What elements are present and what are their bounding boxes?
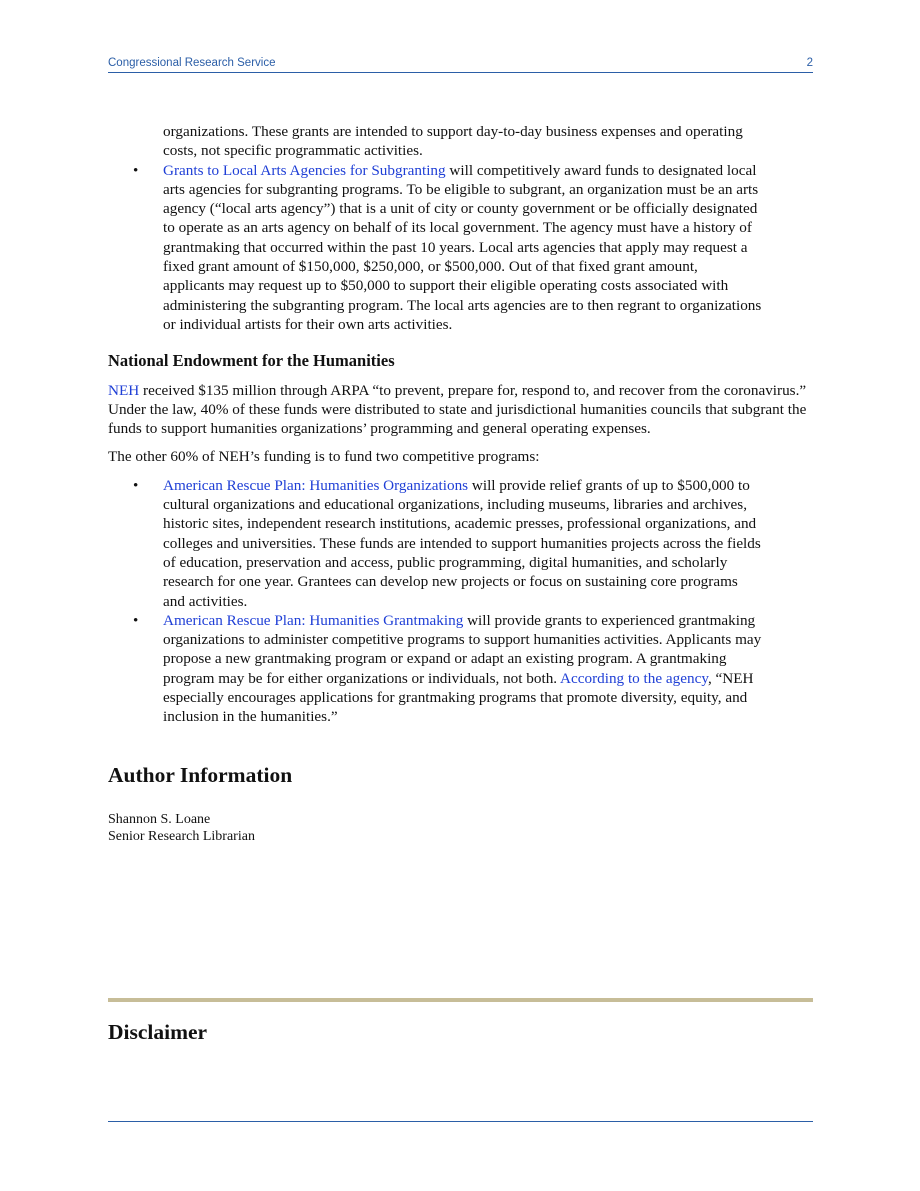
author-name: Shannon S. Loane [108,811,211,827]
list-item-text: will competitively award funds to designated local arts agencies for subgranting programs. To be eligible to subgrant, an organization must be an arts agency (“local arts agency”) that is a unit of city or county government or be officially designated to operate as an arts agency on behalf of its local government. The agency must have a history of grantmaking that occurred within the past 10 years. Local arts agencies that apply may request a fixed grant amount of $150,000, $250,000, or $500,000. Out of that fixed grant amount, applicants may request up to $50,000 to support their eligible operating costs associated with administering the subgranting program. The local arts agencies are to then regrant to organizations or individual artists for their own arts activities. [163,161,762,333]
list-item-text: will provide relief grants of up to $500,000 to cultural organizations and educational organizations, including museums, libraries and archives, historic sites, independent research institutions, academic presses, professional organizations, and colleges and universities. These funds are intended to support humanities projects across the fields of education, preservation and access, public programming, digital humanities, and scholarly research for one year. Grantees can develop new projects or focus on sustaining core programs and activities. [163,476,761,610]
header-rule [108,72,813,73]
footer-rule [108,1121,813,1122]
spacer [108,727,813,745]
intro-continuation: organizations. These grants are intended to support day-to-day business expenses and operating costs, not specific programmatic activities. [163,123,743,160]
author-title: Senior Research Librarian [108,828,255,844]
disclaimer-heading: Disclaimer [108,1020,208,1044]
humanities-organizations-link[interactable]: American Rescue Plan: Humanities Organizations [163,476,469,494]
neh-link[interactable]: NEH [108,381,140,399]
list-item [108,476,763,611]
header-page-number: 2 [806,57,813,69]
bullet-glyph: • [133,476,139,494]
nea-bullet-list [108,161,813,335]
list-item [108,161,763,335]
neh-heading: National Endowment for the Humanities [108,351,395,371]
bullet-glyph: • [133,611,139,629]
list-item-text: will provide grants to experienced grantmaking organizations to administer competitive programs to support humanities activities. Applicants may propose a new grantmaking program or expand or adapt an existing program. A grantmaking program may be for either organizations or individuals, not both. [163,611,762,687]
page-header [108,57,813,73]
author-block [108,811,813,845]
author-heading: Author Information [108,762,293,787]
header-organization: Congressional Research Service [108,57,276,69]
bullet-glyph: • [133,161,139,179]
list-item [108,611,763,727]
local-arts-agencies-link[interactable]: Grants to Local Arts Agencies for Subgranting [163,161,446,179]
humanities-grantmaking-link[interactable]: American Rescue Plan: Humanities Grantmaking [163,611,464,629]
according-to-agency-link[interactable]: According to the agency [560,669,708,687]
main-content [108,122,813,845]
section-divider [108,998,813,1002]
list-item-text: , “NEH especially encourages applications for grantmaking programs that promote diversity, equity, and inclusion in the humanities.” [163,669,754,726]
neh-paragraph-1: NEH received $135 million through ARPA “to prevent, prepare for, respond to, and recover from the coronavirus.” Under the law, 40% of these funds were distributed to state and jurisdictional humanities councils that subgrant the funds to support humanities organizations’ programming and general operating expenses. [108,381,807,438]
neh-bullet-list [108,476,813,727]
neh-paragraph-2: The other 60% of NEH’s funding is to fund two competitive programs: [108,448,540,466]
